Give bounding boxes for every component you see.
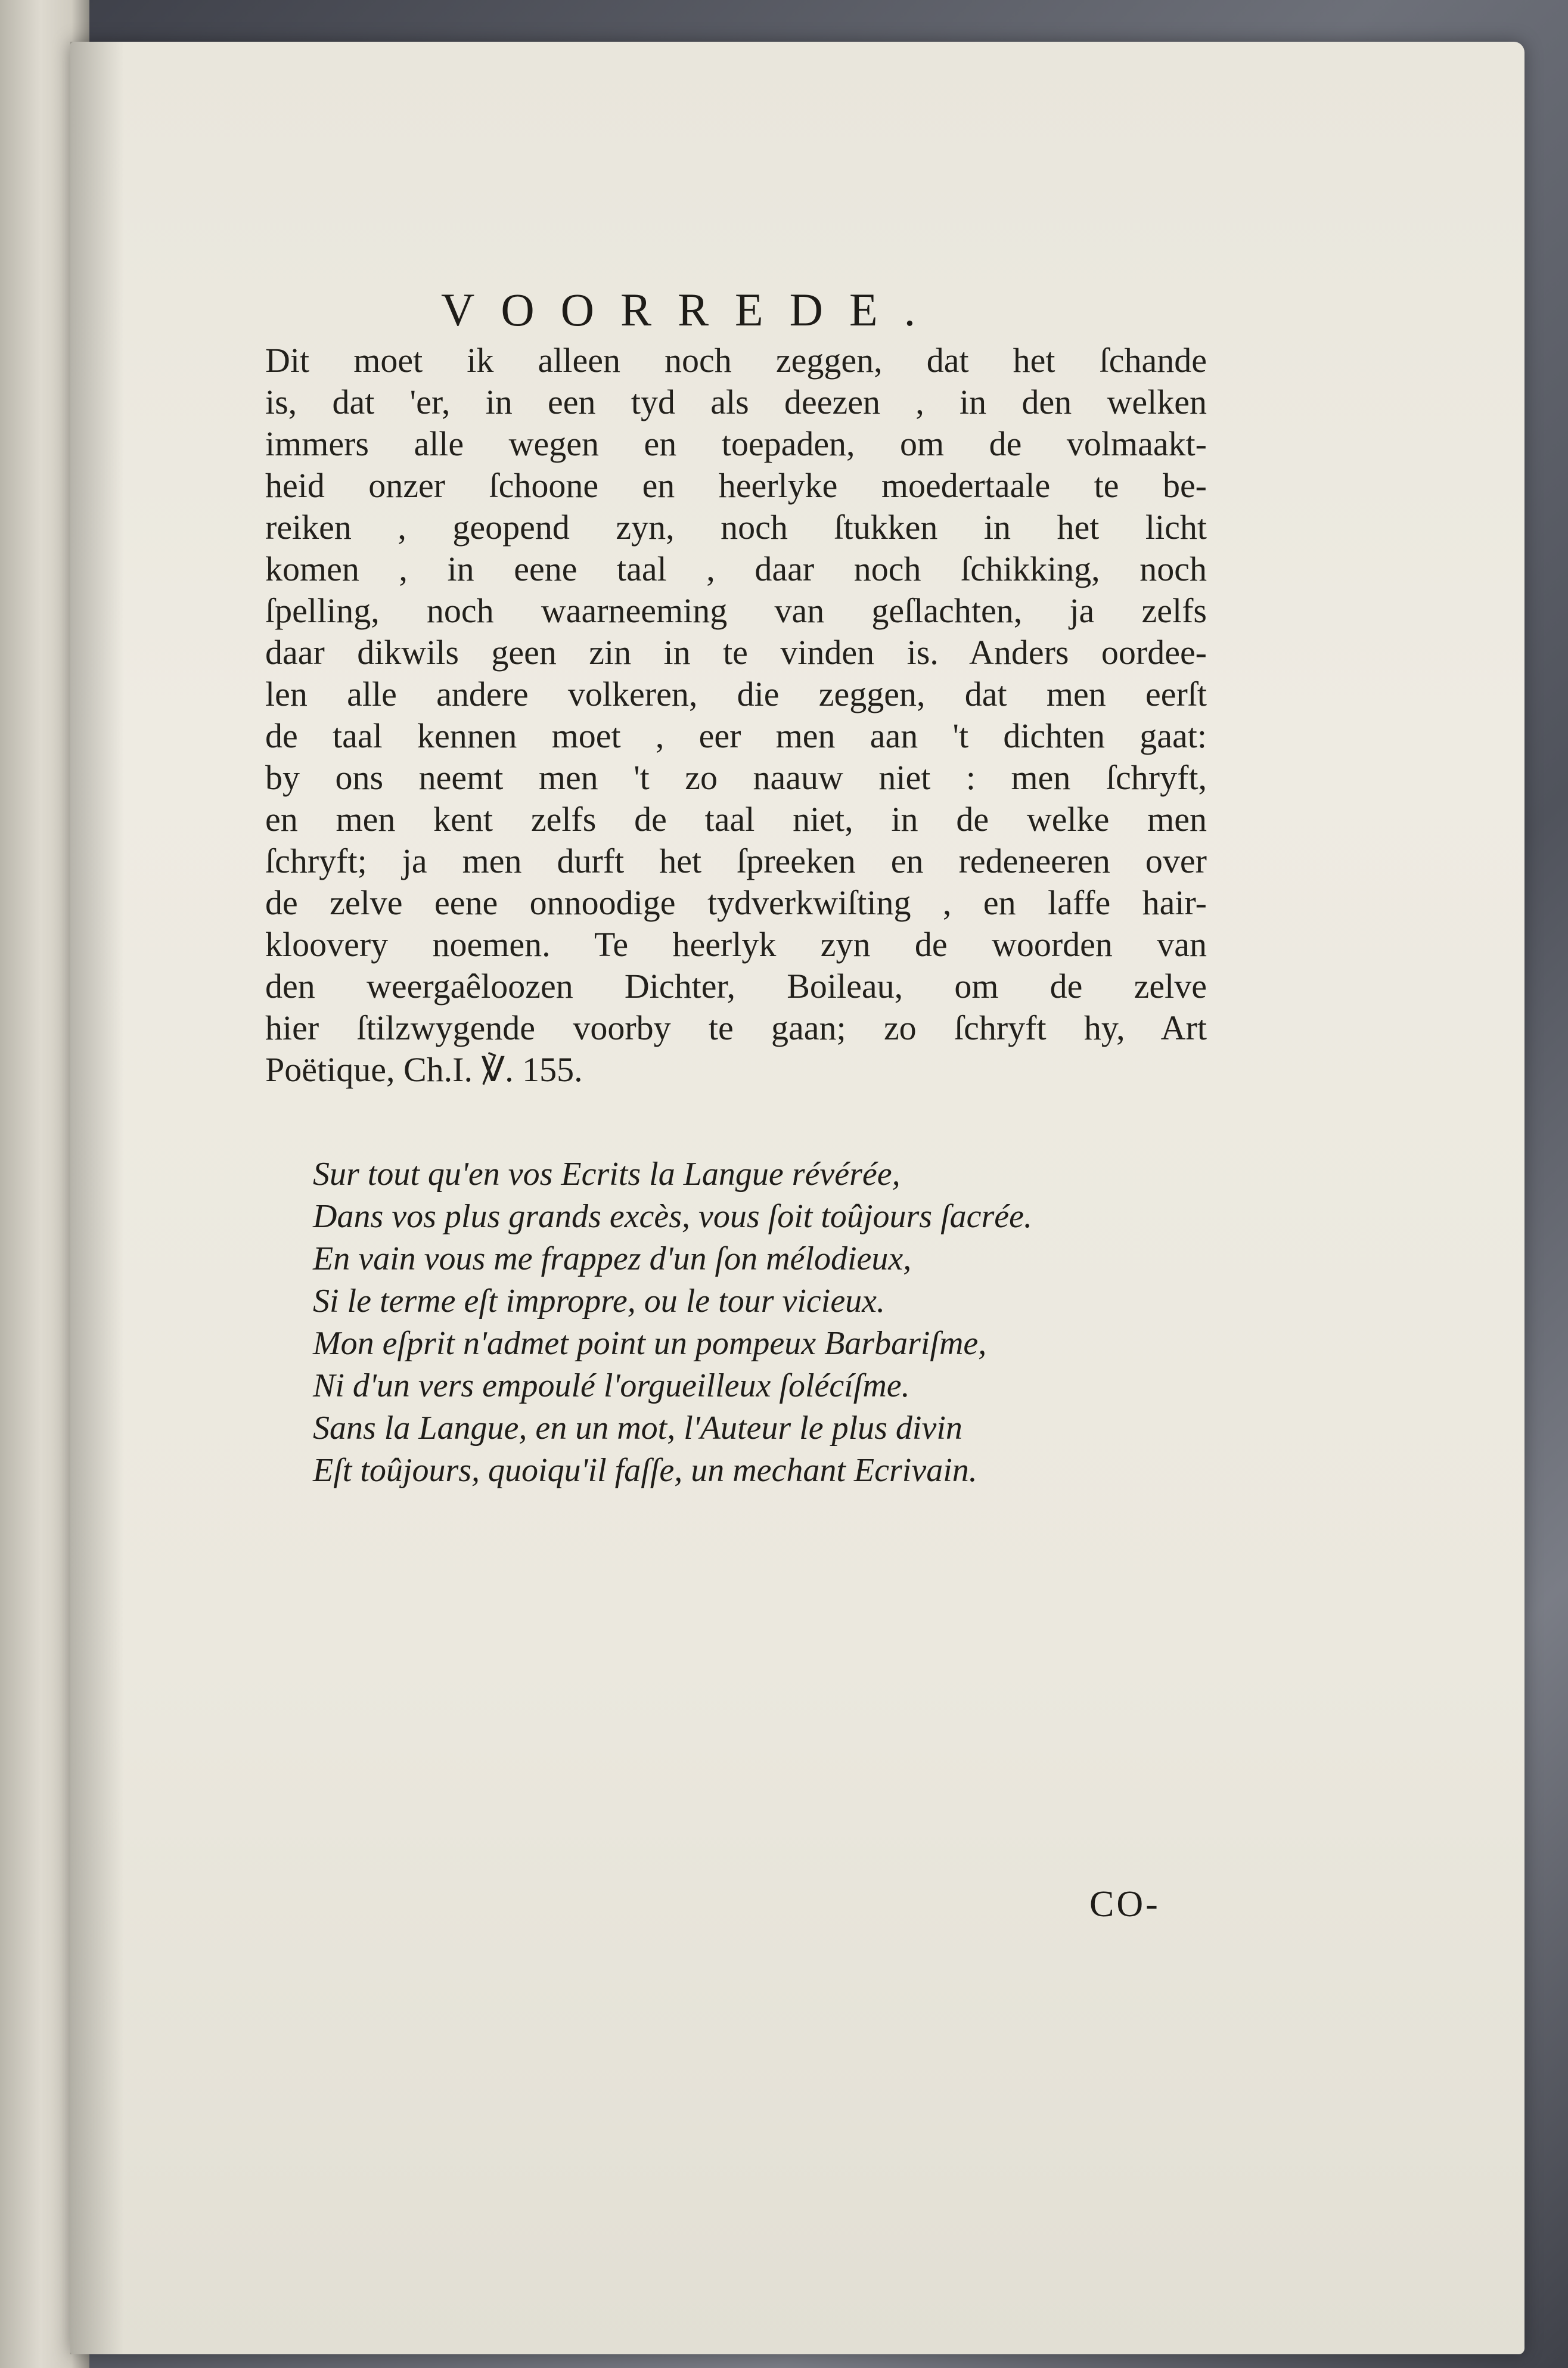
body-line: Dit moet ik alleen noch zeggen, dat het ſchande bbox=[265, 341, 1207, 380]
body-line: daar dikwils geen zin in te vinden is. Anders oordee- bbox=[265, 633, 1207, 672]
body-line: kloovery noemen. Te heerlyk zyn de woorden van bbox=[265, 925, 1207, 964]
body-line: immers alle wegen en toepaden, om de volmaakt- bbox=[265, 424, 1207, 463]
verse-line: Ni d'un vers empoulé l'orgueilleux ſolécíſme. bbox=[313, 1367, 910, 1404]
body-line: Poëtique, Ch.I. ℣. 155. bbox=[265, 1050, 583, 1089]
verse-line: En vain vous me frappez d'un ſon mélodieux, bbox=[313, 1240, 912, 1277]
body-line: de zelve eene onnoodige tydverkwiſting , en laffe hair- bbox=[265, 883, 1207, 922]
body-line: by ons neemt men 't zo naauw niet : men ſchryft, bbox=[265, 758, 1207, 797]
body-line: ſpelling, noch waarneeming van geſlachten, ja zelfs bbox=[265, 591, 1207, 630]
body-line: de taal kennen moet , eer men aan 't dichten gaat: bbox=[265, 716, 1207, 755]
verse-line: Sans la Langue, en un mot, l'Auteur le plus divin bbox=[313, 1410, 962, 1447]
body-line: hier ſtilzwygende voorby te gaan; zo ſchryft hy, Art bbox=[265, 1008, 1207, 1047]
body-line: den weergaêloozen Dichter, Boileau, om de zelve bbox=[265, 967, 1207, 1005]
page-header: VOORREDE. bbox=[441, 284, 942, 336]
verse-quotation bbox=[313, 1153, 1219, 1492]
body-line: ſchryft; ja men durft het ſpreeken en redeneeren over bbox=[265, 842, 1207, 880]
body-line: len alle andere volkeren, die zeggen, dat men eerſt bbox=[265, 675, 1207, 713]
body-line: reiken , geopend zyn, noch ſtukken in het licht bbox=[265, 508, 1207, 547]
body-line: is, dat 'er, in een tyd als deezen , in den welken bbox=[265, 383, 1207, 421]
verse-line: Mon eſprit n'admet point un pompeux Barbariſme, bbox=[313, 1325, 987, 1362]
body-line: en men kent zelfs de taal niet, in de welke men bbox=[265, 800, 1207, 839]
verse-line: Si le terme eſt impropre, ou le tour vicieux. bbox=[313, 1283, 886, 1320]
verse-line: Sur tout qu'en vos Ecrits la Langue révérée, bbox=[313, 1156, 901, 1193]
body-text bbox=[265, 340, 1207, 1091]
body-line: komen , in eene taal , daar noch ſchikking, noch bbox=[265, 550, 1207, 588]
gutter-shadow bbox=[70, 42, 124, 2354]
verse-line: Dans vos plus grands excès, vous ſoit toûjours ſacrée. bbox=[313, 1198, 1032, 1235]
verse-line: Eſt toûjours, quoiqu'il faſſe, un mechant Ecrivain. bbox=[313, 1452, 977, 1489]
catchword: CO- bbox=[1089, 1884, 1160, 1925]
body-line: heid onzer ſchoone en heerlyke moedertaale te be- bbox=[265, 466, 1207, 505]
